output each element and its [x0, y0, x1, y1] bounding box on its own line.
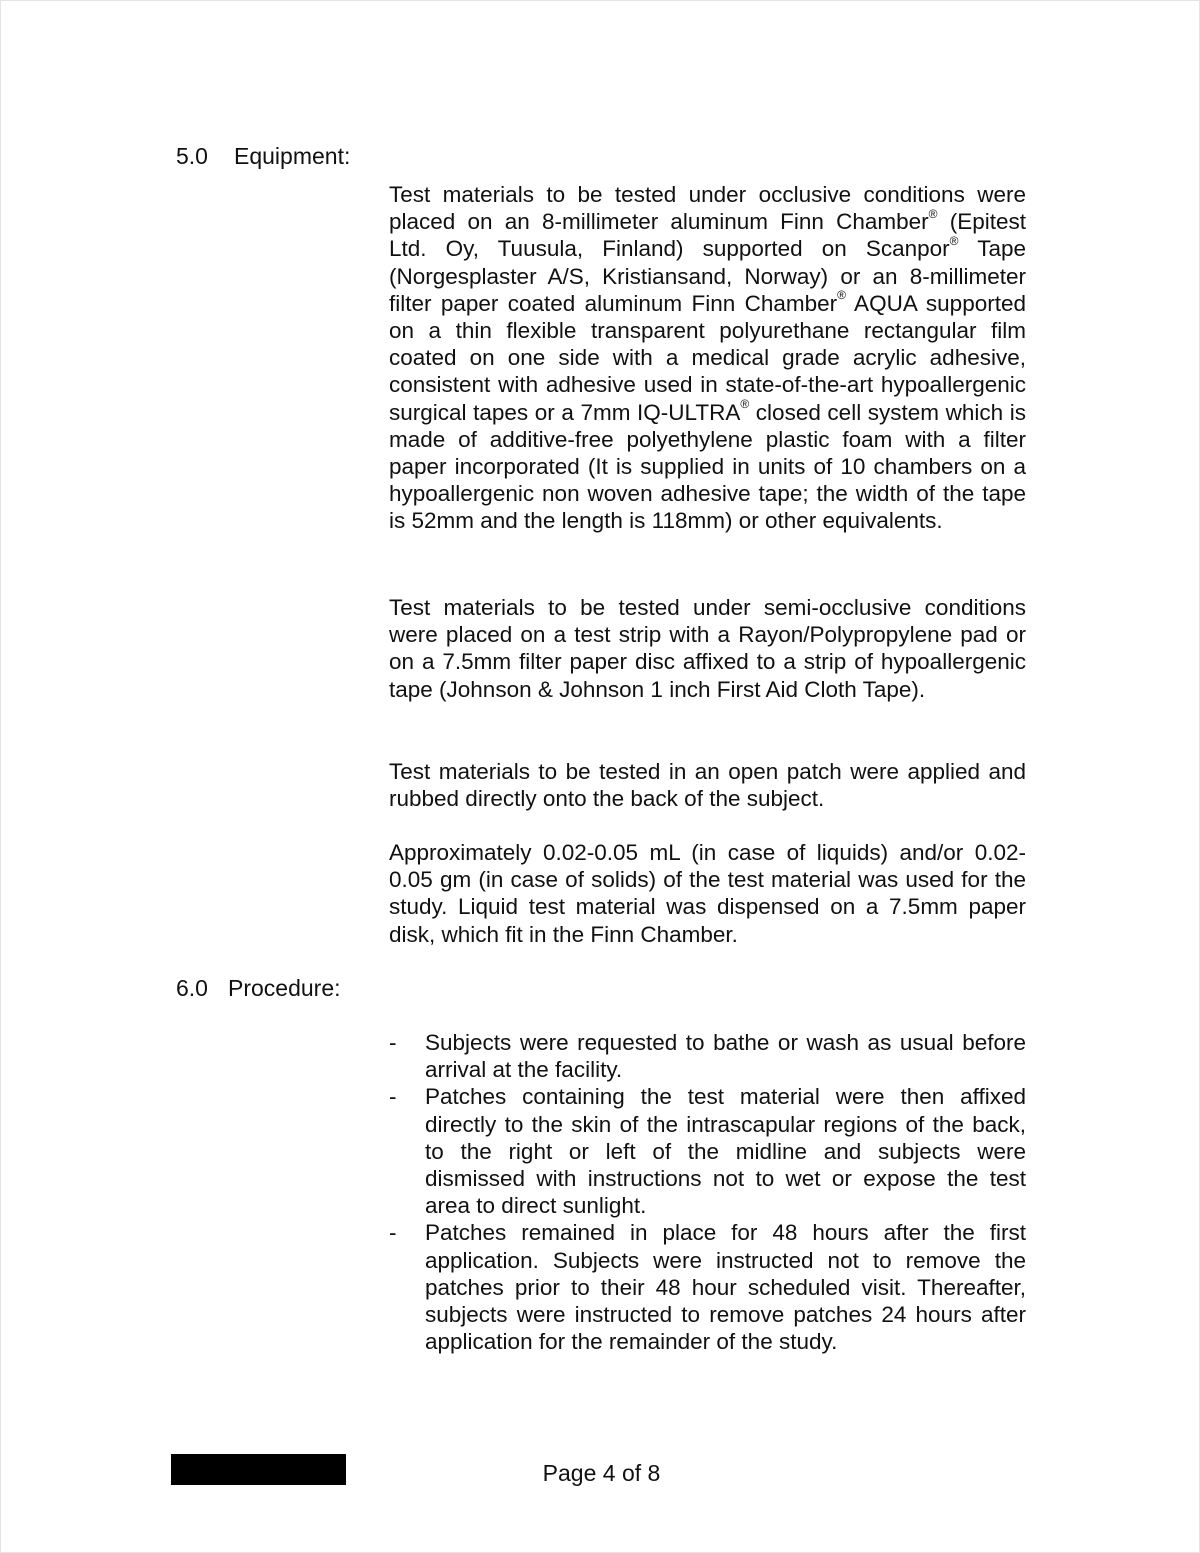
section-title: Procedure: — [228, 975, 341, 1001]
registered-mark: ® — [740, 397, 750, 412]
list-item-text: Patches containing the test material were then affixed directly to the skin of the intrascapular regions of the back, to the right or left of the midline and subjects were dismissed with instructions not to wet or expose the test area to direct sunlight. — [425, 1084, 1026, 1219]
list-item — [389, 1029, 1026, 1083]
equipment-paragraph-quantity: Approximately 0.02-0.05 mL (in case of liquids) and/or 0.02-0.05 gm (in case of solids) of the test material was used for the study. Liquid test material was dispensed on a 7.5mm paper disk, which fit in the Finn Chamber. — [389, 840, 1026, 947]
equipment-paragraph-occlusive — [389, 181, 1026, 535]
list-item — [389, 1083, 1026, 1219]
page-number: Page 4 of 8 — [542, 1460, 661, 1486]
bullet-dash: - — [389, 1030, 397, 1055]
text-run: closed cell system which is made of additive-free polyethylene plastic foam with a filter paper incorporated (It is supplied in units of 10 chambers on a hypoallergenic non woven adhesive tape; the width of the tape is 52mm and the length is 118mm) or other equivalents. — [389, 399, 1026, 534]
registered-mark: ® — [949, 233, 959, 248]
bullet-dash: - — [389, 1220, 397, 1246]
text-run: (Epitest Ltd. Oy, Tuusula, Finland) supported on Scanpor — [389, 209, 1026, 262]
section-heading-procedure — [176, 975, 341, 1002]
list-item-text: Patches remained in place for 48 hours after the first application. Subjects were instructed not to remove the patches prior to their 48 hour scheduled visit. Thereafter, subjects were instructed to remove patches 24 hours after application for the remainder of the study. — [425, 1220, 1026, 1355]
bullet-dash: - — [389, 1084, 397, 1110]
section-number: 5.0 — [176, 143, 208, 169]
list-item-text: Subjects were requested to bathe or wash as usual before arrival at the facility. — [425, 1030, 1026, 1083]
procedure-list — [389, 1029, 1026, 1355]
text-run: AQUA supported on a thin flexible transparent polyurethane rectangular film coated on one side with a medical grade acrylic adhesive, consistent with adhesive used in state-of-the-art hypoallergenic surgical tapes or a 7mm IQ-ULTRA — [389, 290, 1026, 425]
section-heading-equipment — [176, 143, 350, 170]
equipment-paragraph-open-patch: Test materials to be tested in an open patch were applied and rubbed directly onto the back of the subject. — [389, 759, 1026, 812]
equipment-paragraph-semi-occlusive: Test materials to be tested under semi-occlusive conditions were placed on a test strip with a Rayon/Polypropylene pad or on a 7.5mm filter paper disc affixed to a strip of hypoallergenic tape (Johnson & Johnson 1 inch First Aid Cloth Tape). — [389, 595, 1026, 702]
list-item — [389, 1219, 1026, 1355]
text-run: Test materials to be tested under occlusive conditions were placed on an 8-millimeter aluminum Finn Chamber — [389, 182, 1026, 235]
registered-mark: ® — [837, 288, 846, 303]
section-title: Equipment: — [234, 143, 351, 169]
registered-mark: ® — [928, 206, 938, 221]
section-number: 6.0 — [176, 975, 208, 1001]
text-run: Tape (Norgesplaster A/S, Kristiansand, Norway) or an 8-millimeter filter paper coated aluminum Finn Chamber — [389, 236, 1026, 316]
